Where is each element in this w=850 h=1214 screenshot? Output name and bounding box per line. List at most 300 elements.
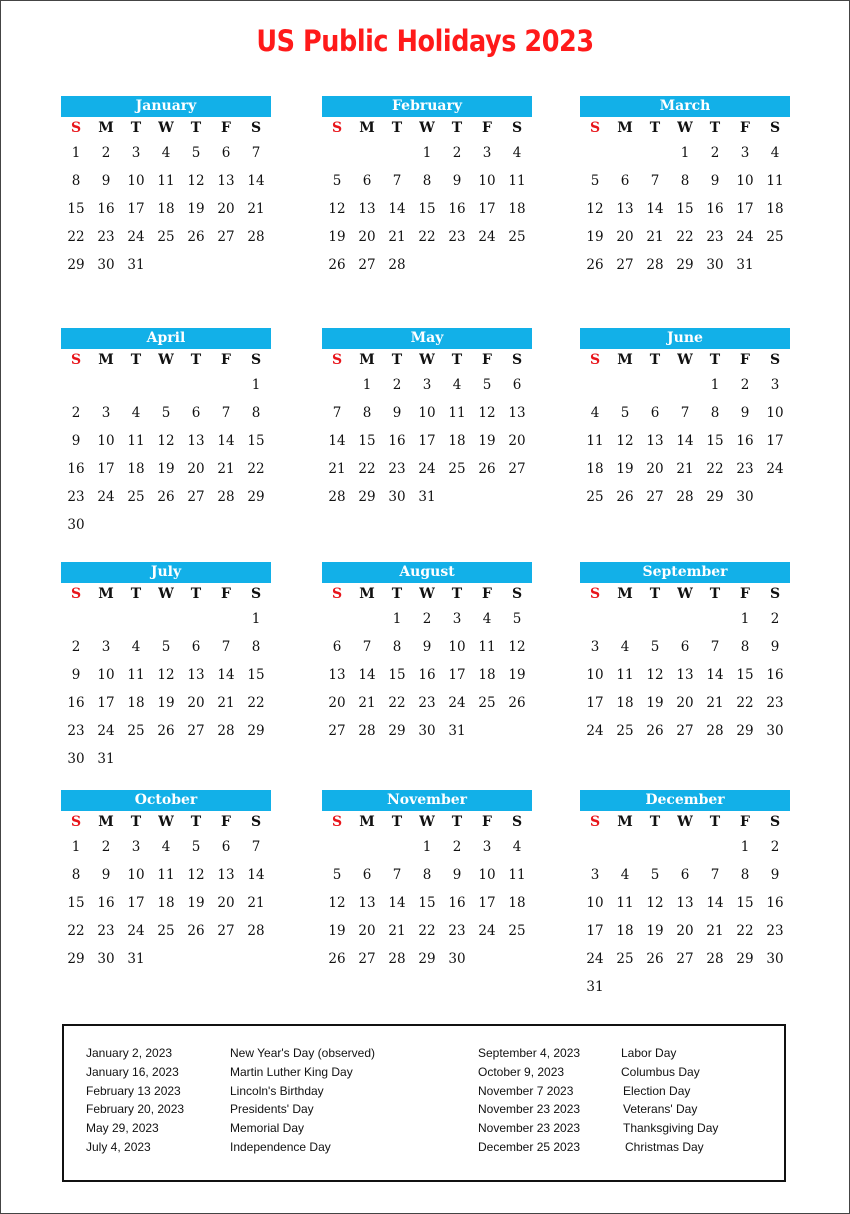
- day-cell: 6: [650, 405, 660, 421]
- page-title: US Public Holidays 2023: [256, 24, 594, 58]
- day-cell: 30: [766, 723, 784, 739]
- day-cell: [352, 605, 382, 633]
- day-cell: 6: [620, 173, 630, 189]
- day-cell: 20: [358, 229, 376, 245]
- day-cell: 9: [452, 867, 462, 883]
- week-row: [322, 455, 532, 483]
- holiday-date: July 4, 2023: [86, 1140, 151, 1154]
- day-cell: 28: [247, 229, 265, 245]
- holiday-name: Martin Luther King Day: [230, 1064, 353, 1079]
- day-cell: 24: [97, 723, 115, 739]
- week-row: [580, 251, 790, 279]
- day-cell: 19: [646, 695, 664, 711]
- day-cell: 9: [71, 667, 81, 683]
- weekday-label: S: [769, 814, 781, 830]
- day-cell: 2: [71, 639, 81, 655]
- day-cell: 10: [736, 173, 754, 189]
- day-cell: 3: [131, 839, 141, 855]
- day-cell: 1: [740, 839, 750, 855]
- week-row: [61, 455, 271, 483]
- day-cell: 23: [706, 229, 724, 245]
- weekday-label: T: [709, 586, 721, 602]
- day-cell: 12: [187, 867, 205, 883]
- day-cell: 3: [101, 405, 111, 421]
- week-row: [61, 167, 271, 195]
- day-cell: 5: [650, 639, 660, 655]
- day-cell: 6: [512, 377, 522, 393]
- day-cell: 26: [478, 461, 496, 477]
- day-cell: 20: [646, 461, 664, 477]
- day-cell: 1: [251, 611, 261, 627]
- day-cell: 26: [157, 489, 175, 505]
- holiday-date: January 2, 2023: [86, 1046, 173, 1060]
- day-cell: 31: [736, 257, 754, 273]
- day-cell: 12: [157, 667, 175, 683]
- day-cell: 7: [332, 405, 342, 421]
- week-row: [322, 251, 532, 279]
- day-cell: 29: [418, 951, 436, 967]
- day-cell: [730, 973, 760, 1001]
- day-cell: 19: [157, 695, 175, 711]
- day-cell: 24: [736, 229, 754, 245]
- day-cell: 21: [217, 461, 235, 477]
- weekday-label: T: [649, 120, 661, 136]
- day-cell: 9: [101, 173, 111, 189]
- day-cell: [322, 139, 352, 167]
- day-cell: 26: [328, 257, 346, 273]
- day-cell: 10: [478, 867, 496, 883]
- day-cell: 20: [328, 695, 346, 711]
- day-cell: 15: [736, 895, 754, 911]
- day-cell: 28: [217, 723, 235, 739]
- day-cell: 15: [388, 667, 406, 683]
- holiday-date: November 23 2023: [478, 1121, 581, 1136]
- day-cell: 14: [358, 667, 376, 683]
- day-cell: 11: [766, 173, 784, 189]
- day-cell: 18: [127, 461, 145, 477]
- day-cell: 27: [187, 489, 205, 505]
- weekday-label: T: [451, 352, 463, 368]
- weekday-header-row: [61, 811, 271, 833]
- month-august: [322, 562, 532, 745]
- day-cell: 8: [740, 867, 750, 883]
- day-cell: 2: [770, 611, 780, 627]
- day-cell: 19: [187, 201, 205, 217]
- day-cell: 29: [706, 489, 724, 505]
- day-cell: 9: [770, 639, 780, 655]
- week-row: [580, 689, 790, 717]
- day-cell: 13: [616, 201, 634, 217]
- month-may: [322, 328, 532, 511]
- day-cell: 14: [388, 201, 406, 217]
- weekday-label: T: [391, 586, 403, 602]
- day-cell: 13: [676, 895, 694, 911]
- week-row: [322, 605, 532, 633]
- day-cell: [502, 717, 532, 745]
- day-cell: 13: [676, 667, 694, 683]
- day-cell: 20: [187, 461, 205, 477]
- day-cell: 6: [191, 639, 201, 655]
- day-cell: 18: [157, 201, 175, 217]
- day-cell: 7: [392, 173, 402, 189]
- day-cell: [700, 973, 730, 1001]
- day-cell: 24: [127, 923, 145, 939]
- week-row: [61, 195, 271, 223]
- day-cell: 4: [512, 145, 522, 161]
- week-row: [61, 633, 271, 661]
- day-cell: [151, 745, 181, 773]
- day-cell: 2: [392, 377, 402, 393]
- week-row: [61, 889, 271, 917]
- month-header: November: [322, 790, 532, 811]
- day-cell: 27: [508, 461, 526, 477]
- week-row: [322, 917, 532, 945]
- day-cell: 6: [362, 867, 372, 883]
- day-cell: 3: [740, 145, 750, 161]
- day-cell: [412, 251, 442, 279]
- day-cell: 8: [740, 639, 750, 655]
- weekday-label: T: [391, 814, 403, 830]
- weekday-label: M: [617, 120, 633, 136]
- day-cell: 15: [418, 895, 436, 911]
- day-cell: 27: [646, 489, 664, 505]
- day-cell: [580, 605, 610, 633]
- day-cell: 17: [97, 695, 115, 711]
- day-cell: 24: [97, 489, 115, 505]
- day-cell: 18: [127, 695, 145, 711]
- week-row: [61, 689, 271, 717]
- day-cell: 18: [508, 895, 526, 911]
- day-cell: 31: [127, 257, 145, 273]
- day-cell: 29: [358, 489, 376, 505]
- day-cell: [610, 973, 640, 1001]
- day-cell: 15: [736, 667, 754, 683]
- day-cell: 4: [482, 611, 492, 627]
- day-cell: 30: [97, 257, 115, 273]
- holiday-date: February 13 2023: [86, 1083, 181, 1098]
- weekday-label: F: [221, 586, 231, 602]
- week-row: [61, 139, 271, 167]
- day-cell: [121, 511, 151, 539]
- day-cell: 29: [676, 257, 694, 273]
- week-row: [322, 195, 532, 223]
- day-cell: 28: [646, 257, 664, 273]
- day-cell: 4: [161, 839, 171, 855]
- day-cell: 16: [706, 201, 724, 217]
- day-cell: 23: [766, 923, 784, 939]
- holiday-name: Veterans' Day: [623, 1102, 698, 1117]
- day-cell: 5: [590, 173, 600, 189]
- day-cell: 22: [388, 695, 406, 711]
- day-cell: 16: [97, 201, 115, 217]
- month-header: March: [580, 96, 790, 117]
- day-cell: 3: [452, 611, 462, 627]
- day-cell: 13: [358, 201, 376, 217]
- weekday-label: S: [589, 352, 601, 368]
- week-row: [322, 717, 532, 745]
- day-cell: [151, 511, 181, 539]
- day-cell: 2: [770, 839, 780, 855]
- day-cell: 26: [508, 695, 526, 711]
- day-cell: 13: [328, 667, 346, 683]
- weekday-label: W: [419, 814, 435, 830]
- day-cell: 30: [706, 257, 724, 273]
- day-cell: 21: [217, 695, 235, 711]
- weekday-label: T: [391, 120, 403, 136]
- day-cell: 19: [646, 923, 664, 939]
- day-cell: 16: [766, 667, 784, 683]
- holiday-date: November 23 2023: [478, 1102, 581, 1117]
- day-cell: 20: [508, 433, 526, 449]
- week-row: [580, 889, 790, 917]
- weekday-label: S: [331, 120, 343, 136]
- day-cell: [472, 251, 502, 279]
- day-cell: 8: [710, 405, 720, 421]
- weekday-label: W: [158, 120, 174, 136]
- day-cell: 15: [418, 201, 436, 217]
- week-row: [580, 717, 790, 745]
- day-cell: 26: [328, 951, 346, 967]
- day-cell: 19: [508, 667, 526, 683]
- day-cell: 13: [187, 433, 205, 449]
- day-cell: 12: [328, 201, 346, 217]
- day-cell: 23: [448, 229, 466, 245]
- day-cell: 29: [736, 951, 754, 967]
- day-cell: [610, 605, 640, 633]
- day-cell: [121, 745, 151, 773]
- weekday-label: T: [709, 814, 721, 830]
- weekday-label: T: [190, 120, 202, 136]
- week-row: [61, 223, 271, 251]
- day-cell: 16: [67, 461, 85, 477]
- weekday-label: T: [649, 586, 661, 602]
- day-cell: 8: [71, 173, 81, 189]
- day-cell: 21: [676, 461, 694, 477]
- week-row: [61, 511, 271, 539]
- month-october: [61, 790, 271, 973]
- day-cell: 25: [157, 229, 175, 245]
- day-cell: 27: [217, 923, 235, 939]
- week-row: [580, 661, 790, 689]
- weekday-label: S: [589, 120, 601, 136]
- day-cell: 3: [590, 867, 600, 883]
- week-row: [61, 833, 271, 861]
- day-cell: 25: [766, 229, 784, 245]
- day-cell: 5: [620, 405, 630, 421]
- day-cell: 15: [706, 433, 724, 449]
- day-cell: [322, 371, 352, 399]
- week-row: [61, 945, 271, 973]
- day-cell: 3: [482, 145, 492, 161]
- day-cell: 22: [736, 923, 754, 939]
- day-cell: 25: [616, 951, 634, 967]
- month-header: December: [580, 790, 790, 811]
- day-cell: 2: [422, 611, 432, 627]
- day-cell: 28: [706, 951, 724, 967]
- week-row: [580, 223, 790, 251]
- day-cell: 8: [71, 867, 81, 883]
- weekday-label: F: [482, 814, 492, 830]
- day-cell: [670, 833, 700, 861]
- weekday-label: F: [482, 352, 492, 368]
- day-cell: 4: [131, 405, 141, 421]
- day-cell: 1: [362, 377, 372, 393]
- day-cell: 22: [418, 923, 436, 939]
- day-cell: 24: [586, 723, 604, 739]
- month-header: August: [322, 562, 532, 583]
- day-cell: 22: [247, 461, 265, 477]
- weekday-label: F: [221, 352, 231, 368]
- day-cell: 7: [710, 639, 720, 655]
- day-cell: 12: [616, 433, 634, 449]
- day-cell: [151, 945, 181, 973]
- holiday-date: November 7 2023: [478, 1083, 574, 1098]
- weekday-label: T: [190, 814, 202, 830]
- weekday-label: S: [589, 586, 601, 602]
- day-cell: [181, 605, 211, 633]
- day-cell: 2: [71, 405, 81, 421]
- day-cell: 14: [247, 173, 265, 189]
- day-cell: [241, 945, 271, 973]
- week-row: [580, 861, 790, 889]
- day-cell: 10: [97, 667, 115, 683]
- day-cell: 13: [508, 405, 526, 421]
- day-cell: 16: [448, 895, 466, 911]
- day-cell: 31: [418, 489, 436, 505]
- week-row: [580, 371, 790, 399]
- day-cell: 6: [680, 639, 690, 655]
- day-cell: 20: [676, 923, 694, 939]
- weekday-label: F: [221, 120, 231, 136]
- weekday-label: T: [649, 814, 661, 830]
- day-cell: 1: [392, 611, 402, 627]
- day-cell: [211, 605, 241, 633]
- day-cell: 9: [422, 639, 432, 655]
- day-cell: 28: [217, 489, 235, 505]
- day-cell: 1: [71, 145, 81, 161]
- day-cell: 17: [97, 461, 115, 477]
- day-cell: 23: [97, 229, 115, 245]
- week-row: [580, 455, 790, 483]
- weekday-header-row: [322, 583, 532, 605]
- day-cell: 7: [221, 405, 231, 421]
- day-cell: [91, 605, 121, 633]
- day-cell: 7: [680, 405, 690, 421]
- day-cell: 17: [586, 923, 604, 939]
- weekday-label: F: [482, 586, 492, 602]
- day-cell: 1: [251, 377, 261, 393]
- day-cell: 14: [706, 667, 724, 683]
- weekday-label: M: [98, 352, 114, 368]
- day-cell: [382, 139, 412, 167]
- day-cell: 3: [482, 839, 492, 855]
- day-cell: 28: [676, 489, 694, 505]
- day-cell: 14: [217, 667, 235, 683]
- day-cell: 26: [187, 229, 205, 245]
- day-cell: [700, 605, 730, 633]
- week-row: [580, 195, 790, 223]
- day-cell: 22: [247, 695, 265, 711]
- day-cell: 24: [448, 695, 466, 711]
- weekday-label: S: [331, 814, 343, 830]
- day-cell: 24: [127, 229, 145, 245]
- day-cell: 1: [740, 611, 750, 627]
- day-cell: 3: [131, 145, 141, 161]
- day-cell: 24: [766, 461, 784, 477]
- day-cell: 11: [508, 867, 526, 883]
- day-cell: [442, 251, 472, 279]
- day-cell: 9: [392, 405, 402, 421]
- day-cell: 21: [328, 461, 346, 477]
- day-cell: 29: [67, 257, 85, 273]
- day-cell: 21: [358, 695, 376, 711]
- day-cell: [760, 483, 790, 511]
- week-row: [322, 139, 532, 167]
- day-cell: 29: [67, 951, 85, 967]
- month-header: February: [322, 96, 532, 117]
- day-cell: 26: [646, 951, 664, 967]
- day-cell: 14: [706, 895, 724, 911]
- day-cell: 6: [362, 173, 372, 189]
- day-cell: 22: [706, 461, 724, 477]
- day-cell: [640, 371, 670, 399]
- day-cell: 23: [97, 923, 115, 939]
- weekday-label: T: [391, 352, 403, 368]
- day-cell: 28: [328, 489, 346, 505]
- day-cell: 5: [191, 839, 201, 855]
- holiday-date: May 29, 2023: [86, 1121, 159, 1136]
- day-cell: 12: [187, 173, 205, 189]
- month-header: July: [61, 562, 271, 583]
- day-cell: 28: [247, 923, 265, 939]
- weekday-label: S: [511, 120, 523, 136]
- day-cell: [640, 833, 670, 861]
- month-header: September: [580, 562, 790, 583]
- weekday-label: F: [740, 352, 750, 368]
- day-cell: [472, 945, 502, 973]
- weekday-label: S: [70, 120, 82, 136]
- week-row: [61, 661, 271, 689]
- day-cell: 20: [217, 201, 235, 217]
- day-cell: 21: [706, 923, 724, 939]
- day-cell: [382, 833, 412, 861]
- month-header: October: [61, 790, 271, 811]
- day-cell: 20: [676, 695, 694, 711]
- day-cell: 15: [67, 895, 85, 911]
- week-row: [580, 973, 790, 1001]
- day-cell: 12: [646, 895, 664, 911]
- day-cell: 30: [448, 951, 466, 967]
- day-cell: 8: [362, 405, 372, 421]
- holiday-name: Election Day: [623, 1083, 691, 1098]
- weekday-header-row: [61, 349, 271, 371]
- day-cell: 5: [512, 611, 522, 627]
- weekday-label: T: [451, 814, 463, 830]
- weekday-header-row: [61, 117, 271, 139]
- weekday-label: M: [359, 120, 375, 136]
- day-cell: 14: [217, 433, 235, 449]
- day-cell: [640, 605, 670, 633]
- day-cell: [61, 605, 91, 633]
- day-cell: [502, 945, 532, 973]
- holiday-name: Presidents' Day: [230, 1102, 314, 1117]
- day-cell: 6: [221, 839, 231, 855]
- week-row: [580, 167, 790, 195]
- day-cell: 29: [247, 723, 265, 739]
- day-cell: 1: [680, 145, 690, 161]
- day-cell: 11: [157, 867, 175, 883]
- week-row: [580, 833, 790, 861]
